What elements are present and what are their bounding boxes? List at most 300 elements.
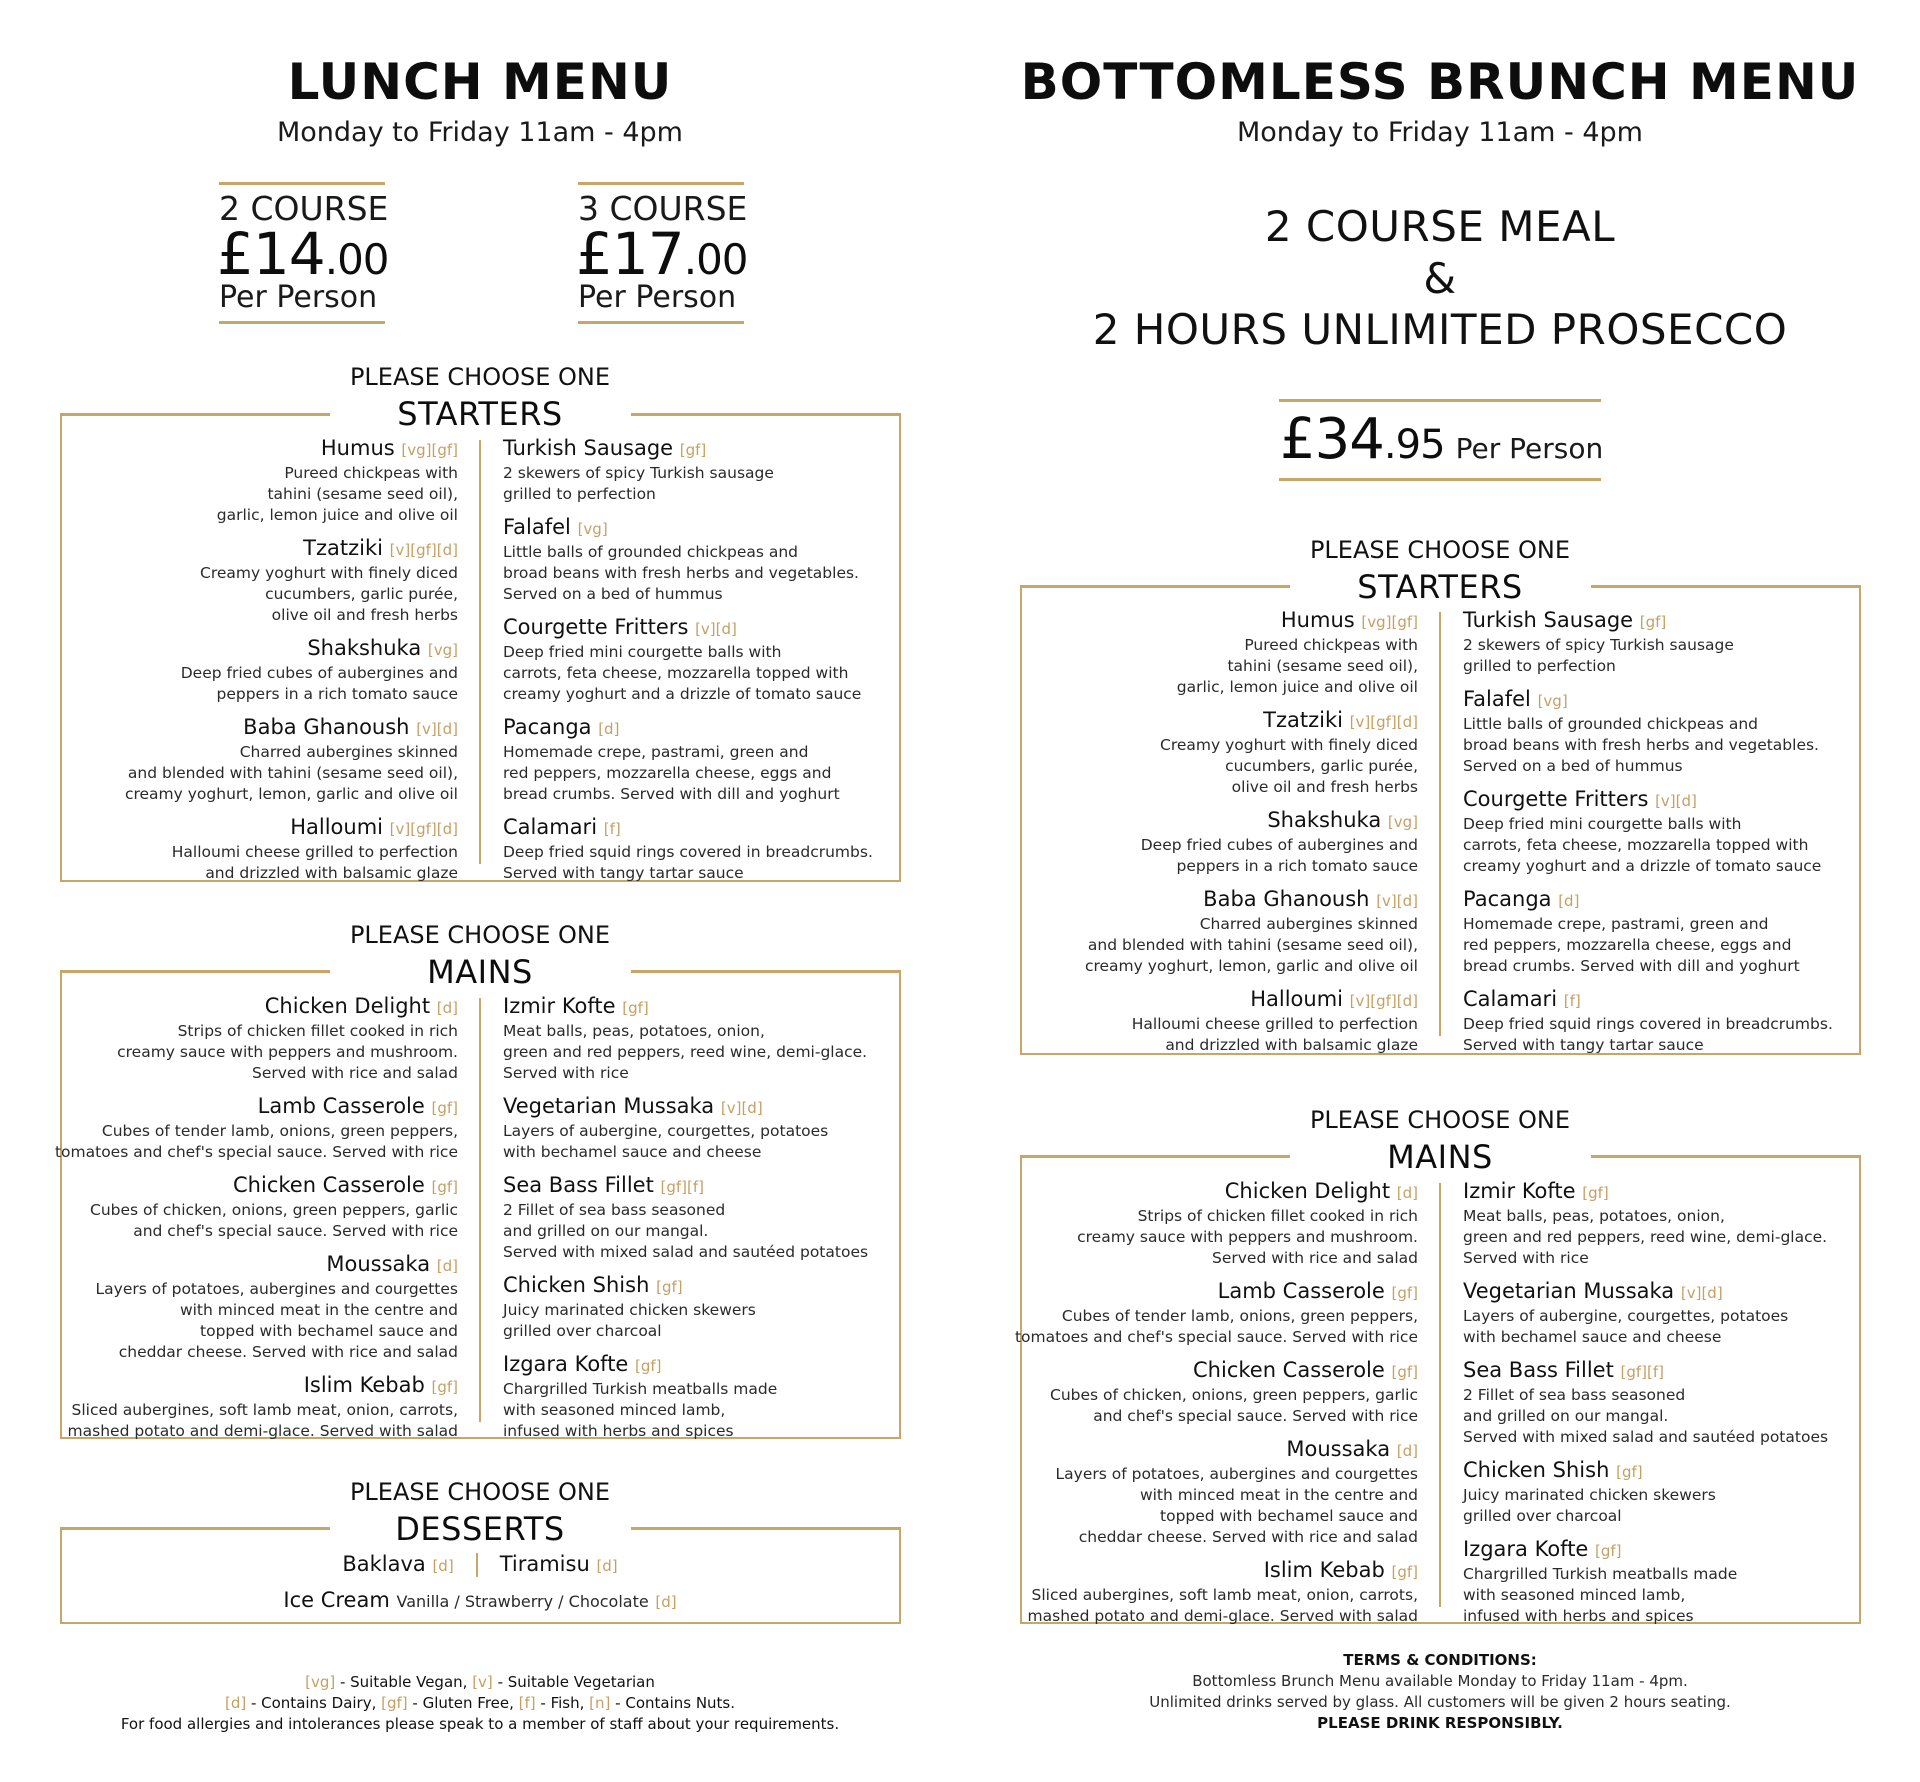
price-whole: 34: [1314, 407, 1384, 472]
menu-item-description: Layers of potatoes, aubergines and courgettes: [1055, 1465, 1418, 1483]
per-person-label: Per Person: [578, 280, 737, 315]
currency-symbol: £: [217, 220, 253, 288]
menu-item-name: Calamari: [1463, 987, 1558, 1011]
dietary-tag: [f]: [1563, 992, 1581, 1010]
menu-item-name: Baba Ghanoush: [243, 715, 410, 739]
menu-item-name: Turkish Sausage: [503, 436, 674, 460]
dietary-tag: [gf]: [1391, 1563, 1418, 1581]
menu-item-name-row: [503, 615, 873, 642]
menu-item-name: Izgara Kofte: [503, 1352, 629, 1376]
menu-item-name-row: [55, 994, 458, 1021]
menu-item-description: with bechamel sauce and cheese: [503, 1143, 762, 1161]
menu-item-description: grilled to perfection: [1463, 657, 1616, 675]
menu-item-name-row: [1463, 887, 1833, 914]
dietary-tag: [gf]: [656, 1278, 683, 1296]
offer-line-1: 2 COURSE MEAL: [1264, 202, 1616, 251]
menu-item: [503, 815, 873, 884]
menu-item-description: Served on a bed of hummus: [1463, 757, 1683, 775]
menu-item-name: Moussaka: [1286, 1437, 1391, 1461]
menu-item-name-row: [55, 1373, 458, 1400]
menu-item-name: Pacanga: [503, 715, 592, 739]
menu-item-description: cheddar cheese. Served with rice and salad: [118, 1343, 458, 1361]
price-decimal: .00: [683, 235, 748, 284]
menu-item-description: creamy sauce with peppers and mushroom.: [1077, 1228, 1418, 1246]
menu-item-description: olive oil and fresh herbs: [271, 606, 458, 624]
starters-left-column: [1085, 608, 1418, 1066]
menu-item-name: Falafel: [1463, 687, 1531, 711]
terms-line-3: PLEASE DRINK RESPONSIBLY.: [1317, 1714, 1563, 1732]
menu-item-description: Deep fried squid rings covered in breadcrumbs.: [503, 843, 873, 861]
menu-item-name-row: [1015, 1358, 1418, 1385]
dietary-tag: [d]: [436, 999, 458, 1017]
brunch-title: BOTTOMLESS BRUNCH MENU: [1020, 53, 1860, 111]
dietary-tag: [vg]: [1387, 813, 1418, 831]
dietary-tag: [v][d]: [720, 1099, 763, 1117]
menu-item-name: Chicken Shish: [1463, 1458, 1610, 1482]
menu-item-description: topped with bechamel sauce and: [200, 1322, 458, 1340]
menu-item-description: infused with herbs and spices: [1463, 1607, 1694, 1625]
menu-item-description: Served with mixed salad and sautéed potatoes: [1463, 1428, 1829, 1446]
menu-item-description: Creamy yoghurt with finely diced: [1160, 736, 1418, 754]
menu-item: [1085, 608, 1418, 698]
menu-item-description: 2 Fillet of sea bass seasoned: [503, 1201, 726, 1219]
menu-item-description: and grilled on our mangal.: [1463, 1407, 1669, 1425]
menu-item-name-row: [125, 715, 458, 742]
menu-item-description: Deep fried cubes of aubergines and: [180, 664, 458, 682]
dietary-tag: [gf]: [1595, 1542, 1622, 1560]
menu-item: [1463, 987, 1833, 1056]
menu-item-description: Strips of chicken fillet cooked in rich: [1137, 1207, 1418, 1225]
menu-item-name: Shakshuka: [307, 636, 422, 660]
menu-item-name-row: [1015, 1558, 1418, 1585]
menu-item-name-row: [1463, 787, 1833, 814]
menu-item: [503, 1273, 868, 1342]
column-divider: [1439, 1183, 1441, 1607]
dietary-tag: [v][d]: [1680, 1284, 1723, 1302]
menu-item-name-row: [1085, 708, 1418, 735]
dietary-tag: [v][gf][d]: [1349, 713, 1418, 731]
menu-item-name: Vegetarian Mussaka: [1463, 1279, 1675, 1303]
menu-item: [503, 1094, 868, 1163]
dietary-tag: [gf]: [431, 1099, 458, 1117]
menu-item-name-row: [1463, 608, 1833, 635]
menu-item-name: Calamari: [503, 815, 598, 839]
section-heading-starters: STARTERS: [397, 395, 563, 433]
menu-item-description: Served with rice: [1463, 1249, 1589, 1267]
menu-item-name: Halloumi: [1250, 987, 1343, 1011]
menu-item-description: creamy yoghurt, lemon, garlic and olive oil: [1084, 957, 1418, 975]
menu-item-name: Chicken Casserole: [233, 1173, 425, 1197]
menu-item-description: and drizzled with balsamic glaze: [1165, 1036, 1418, 1054]
menu-item-description: grilled to perfection: [503, 485, 656, 503]
menu-item: [503, 1173, 868, 1263]
menu-item: [503, 1352, 868, 1442]
menu-item: [1085, 808, 1418, 877]
menu-item-description: Layers of potatoes, aubergines and courgettes: [95, 1280, 458, 1298]
menu-item-description: Meat balls, peas, potatoes, onion,: [503, 1022, 765, 1040]
menu-item-description: and chef's special sauce. Served with rice: [133, 1222, 458, 1240]
menu-item: [1015, 1437, 1418, 1548]
per-person-label: Per Person: [1455, 432, 1604, 465]
menu-item-description: broad beans with fresh herbs and vegetables.: [1463, 736, 1819, 754]
dessert-baklava: Baklava [d]: [342, 1552, 454, 1576]
menu-item-description: creamy yoghurt and a drizzle of tomato sauce: [1463, 857, 1822, 875]
offer-line-2: 2 HOURS UNLIMITED PROSECCO: [1092, 305, 1788, 354]
menu-item-description: Homemade crepe, pastrami, green and: [1463, 915, 1769, 933]
menu-item-description: Little balls of grounded chickpeas and: [503, 543, 799, 561]
menu-item-name-row: [125, 536, 458, 563]
menu-item-description: Served with rice: [503, 1064, 629, 1082]
menu-item-name-row: [1463, 687, 1833, 714]
dietary-tag: [gf][f]: [660, 1178, 705, 1196]
menu-item-description: peppers in a rich tomato sauce: [1176, 857, 1418, 875]
menu-item: [1015, 1358, 1418, 1427]
menu-item-name-row: [503, 1273, 868, 1300]
dietary-tag: [vg]: [1537, 692, 1568, 710]
menu-item-name: Sea Bass Fillet: [503, 1173, 654, 1197]
dietary-tag: [v][d]: [416, 720, 458, 738]
menu-item-description: cheddar cheese. Served with rice and salad: [1078, 1528, 1418, 1546]
menu-item-description: Cubes of chicken, onions, green peppers, garlic: [1050, 1386, 1418, 1404]
menu-item-description: Meat balls, peas, potatoes, onion,: [1463, 1207, 1725, 1225]
menu-item-description: peppers in a rich tomato sauce: [216, 685, 458, 703]
menu-item-description: broad beans with fresh herbs and vegetables.: [503, 564, 859, 582]
menu-item: [1463, 1458, 1828, 1527]
menu-item-description: Charred aubergines skinned: [1199, 915, 1418, 933]
menu-item: [503, 615, 873, 705]
price-whole: 14: [252, 220, 325, 288]
dietary-tag: [d]: [596, 1557, 618, 1575]
column-divider: [479, 440, 481, 864]
menu-item: [503, 436, 873, 505]
menu-item-name-row: [503, 815, 873, 842]
menu-item-description: with seasoned minced lamb,: [503, 1401, 726, 1419]
menu-item-description: grilled over charcoal: [1463, 1507, 1622, 1525]
menu-item-description: with minced meat in the centre and: [179, 1301, 458, 1319]
column-divider: [479, 998, 481, 1422]
menu-item-name: Shakshuka: [1267, 808, 1382, 832]
menu-item-name-row: [1463, 1358, 1828, 1385]
menu-item-description: Halloumi cheese grilled to perfection: [1131, 1015, 1418, 1033]
menu-item-description: grilled over charcoal: [503, 1322, 662, 1340]
menu-item-name-row: [503, 994, 868, 1021]
dietary-tag: [v][gf][d]: [389, 541, 458, 559]
menu-item-description: creamy sauce with peppers and mushroom.: [117, 1043, 458, 1061]
price-decimal: .95: [1383, 422, 1445, 468]
dietary-tag: [d]: [436, 1257, 458, 1275]
menu-item: [1463, 687, 1833, 777]
dessert-ice-cream: Ice Cream Vanilla / Strawberry / Chocolate [d]: [283, 1588, 677, 1612]
menu-item: [503, 515, 873, 605]
dessert-tiramisu: Tiramisu [d]: [499, 1552, 618, 1576]
menu-item-description: green and red peppers, reed wine, demi-glace.: [1463, 1228, 1828, 1246]
menu-item-name-row: [1463, 1279, 1828, 1306]
menu-item: [1085, 987, 1418, 1056]
menu-item-description: with bechamel sauce and cheese: [1463, 1328, 1722, 1346]
price-rule-bottom: [219, 321, 385, 324]
menu-item-description: Deep fried cubes of aubergines and: [1140, 836, 1418, 854]
dietary-tag: [f]: [603, 820, 621, 838]
dietary-tag: [gf]: [1582, 1184, 1609, 1202]
menu-item-description: Homemade crepe, pastrami, green and: [503, 743, 809, 761]
menu-item-description: Served with tangy tartar sauce: [503, 864, 744, 882]
menu-item: [1085, 887, 1418, 977]
menu-item-description: with minced meat in the centre and: [1139, 1486, 1418, 1504]
please-choose-one: PLEASE CHOOSE ONE: [1309, 1106, 1571, 1134]
menu-item-description: creamy yoghurt, lemon, garlic and olive oil: [124, 785, 458, 803]
menu-item-description: and blended with tahini (sesame seed oil),: [1087, 936, 1418, 954]
dietary-tag: [gf]: [1616, 1463, 1643, 1481]
menu-item: [125, 815, 458, 884]
section-heading-mains: MAINS: [427, 953, 533, 991]
dietary-tag: [v][gf][d]: [389, 820, 458, 838]
menu-item-description: and grilled on our mangal.: [503, 1222, 709, 1240]
menu-item-name: Izmir Kofte: [1463, 1179, 1576, 1203]
please-choose-one: PLEASE CHOOSE ONE: [349, 1478, 611, 1506]
menu-item-name: Tzatziki: [1263, 708, 1343, 732]
menu-item-description: Sliced aubergines, soft lamb meat, onion, carrots,: [1031, 1586, 1418, 1604]
menu-item-name-row: [503, 1094, 868, 1121]
menu-item-name: Baba Ghanoush: [1203, 887, 1370, 911]
menu-item-description: mashed potato and demi-glace. Served with salad: [67, 1422, 458, 1440]
menu-item-name: Chicken Casserole: [1193, 1358, 1385, 1382]
menu-item-description: topped with bechamel sauce and: [1160, 1507, 1418, 1525]
menu-item-description: Layers of aubergine, courgettes, potatoes: [503, 1122, 829, 1140]
starters-left-column: [125, 436, 458, 894]
menu-item-name: Vegetarian Mussaka: [503, 1094, 715, 1118]
dietary-tag: [gf]: [431, 1178, 458, 1196]
dietary-tag: [gf]: [635, 1357, 662, 1375]
dietary-tag: [gf]: [1639, 613, 1667, 631]
menu-item-description: 2 skewers of spicy Turkish sausage: [1463, 636, 1734, 654]
menu-item-description: tomatoes and chef's special sauce. Served with rice: [1014, 1328, 1418, 1346]
menu-item-name: Lamb Casserole: [257, 1094, 425, 1118]
menu-item-name-row: [1015, 1279, 1418, 1306]
menu-item-description: Served with rice and salad: [251, 1064, 458, 1082]
legend-line-2: [d] - Contains Dairy, [gf] - Gluten Free, [f] - Fish, [n] - Contains Nuts.: [224, 1694, 736, 1712]
menu-item-description: Creamy yoghurt with finely diced: [200, 564, 458, 582]
menu-item-description: Chargrilled Turkish meatballs made: [503, 1380, 778, 1398]
menu-item-description: Juicy marinated chicken skewers: [1463, 1486, 1716, 1504]
menu-item-name-row: [55, 1094, 458, 1121]
dietary-tag: [d]: [1558, 892, 1580, 910]
dietary-tag: [gf]: [1391, 1363, 1418, 1381]
menu-item-description: Cubes of chicken, onions, green peppers, garlic: [90, 1201, 458, 1219]
menu-item-description: Layers of aubergine, courgettes, potatoes: [1463, 1307, 1789, 1325]
menu-item-name-row: [1463, 1537, 1828, 1564]
please-choose-one: PLEASE CHOOSE ONE: [349, 921, 611, 949]
menu-item-description: Deep fried squid rings covered in breadcrumbs.: [1463, 1015, 1833, 1033]
starters-right-column: [503, 436, 873, 894]
lunch-subtitle: Monday to Friday 11am - 4pm: [276, 117, 683, 148]
mains-right-column: [1463, 1179, 1828, 1637]
terms-heading: TERMS & CONDITIONS:: [1343, 1651, 1537, 1669]
lunch-title: LUNCH MENU: [287, 53, 673, 111]
dietary-tag: [vg]: [427, 641, 458, 659]
menu-item-name-row: [125, 636, 458, 663]
starters-right-column: [1463, 608, 1833, 1066]
menu-item: [55, 994, 458, 1084]
course-label: 3 COURSE: [578, 189, 748, 228]
dietary-tag: [d]: [598, 720, 620, 738]
dietary-tag: [d]: [655, 1593, 677, 1611]
menu-item-name: Sea Bass Fillet: [1463, 1358, 1614, 1382]
menu-item-name: Falafel: [503, 515, 571, 539]
dietary-tag: [d]: [1396, 1442, 1418, 1460]
menu-item-name-row: [1463, 987, 1833, 1014]
menu-item-description: garlic, lemon juice and olive oil: [1176, 678, 1418, 696]
menu-item-description: Little balls of grounded chickpeas and: [1463, 715, 1759, 733]
menu-item-description: Pureed chickpeas with: [284, 464, 458, 482]
dietary-tag: [v][d]: [1376, 892, 1418, 910]
dietary-tag: [gf][f]: [1620, 1363, 1665, 1381]
menu-item-description: Sliced aubergines, soft lamb meat, onion, carrots,: [71, 1401, 458, 1419]
menu-item: [1015, 1179, 1418, 1269]
menu-item-description: Deep fried mini courgette balls with: [503, 643, 782, 661]
menu-item-description: Served on a bed of hummus: [503, 585, 723, 603]
menu-item-description: Served with mixed salad and sautéed potatoes: [503, 1243, 869, 1261]
menu-item-description: red peppers, mozzarella cheese, eggs and: [1463, 936, 1792, 954]
menu-item-description: red peppers, mozzarella cheese, eggs and: [503, 764, 832, 782]
menu-item-name: Courgette Fritters: [503, 615, 689, 639]
dietary-tag: [v][gf][d]: [1349, 992, 1418, 1010]
per-person-label: Per Person: [219, 280, 378, 315]
please-choose-one: PLEASE CHOOSE ONE: [349, 363, 611, 391]
mains-left-column: [1015, 1179, 1418, 1637]
menu-item-description: carrots, feta cheese, mozzarella topped with: [503, 664, 849, 682]
menu-item-description: tahini (sesame seed oil),: [1227, 657, 1418, 675]
terms-line-1: Bottomless Brunch Menu available Monday to Friday 11am - 4pm.: [1192, 1672, 1688, 1690]
menu-item: [503, 994, 868, 1084]
price-rule-top: [1279, 399, 1601, 402]
terms-line-2: Unlimited drinks served by glass. All customers will be given 2 hours seating.: [1149, 1693, 1731, 1711]
menu-item-description: cucumbers, garlic purée,: [1225, 757, 1418, 775]
menu-item-description: green and red peppers, reed wine, demi-glace.: [503, 1043, 868, 1061]
menu-item: [1463, 608, 1833, 677]
menu-item: [1015, 1279, 1418, 1348]
menu-item-description: Cubes of tender lamb, onions, green peppers,: [101, 1122, 458, 1140]
ice-cream-flavours: Vanilla / Strawberry / Chocolate: [396, 1592, 649, 1611]
dietary-tag: [d]: [1396, 1184, 1418, 1202]
menu-item-description: carrots, feta cheese, mozzarella topped with: [1463, 836, 1809, 854]
menu-item-name-row: [1463, 1458, 1828, 1485]
menu-item-description: olive oil and fresh herbs: [1231, 778, 1418, 796]
dietary-tag: [gf]: [679, 441, 707, 459]
dietary-tag: [gf]: [1391, 1284, 1418, 1302]
course-label: 2 COURSE: [219, 189, 389, 228]
mains-left-column: [55, 994, 458, 1452]
menu-item-description: tahini (sesame seed oil),: [267, 485, 458, 503]
menu-item-name: Halloumi: [290, 815, 383, 839]
menu-item-description: bread crumbs. Served with dill and yoghurt: [503, 785, 840, 803]
price-decimal: .00: [324, 235, 389, 284]
price-whole: 17: [611, 220, 684, 288]
menu-item: [1463, 1179, 1828, 1269]
menu-item: [125, 636, 458, 705]
menu-item-description: and chef's special sauce. Served with rice: [1093, 1407, 1418, 1425]
menu-item-name-row: [55, 1252, 458, 1279]
dessert-separator: [476, 1553, 478, 1577]
menu-item-name: Chicken Shish: [503, 1273, 650, 1297]
menu-item-name-row: [1085, 808, 1418, 835]
menu-item-description: cucumbers, garlic purée,: [265, 585, 458, 603]
menu-item-description: Halloumi cheese grilled to perfection: [171, 843, 458, 861]
menu-item-name-row: [125, 436, 458, 463]
menu-item-description: with seasoned minced lamb,: [1463, 1586, 1686, 1604]
menu-item-description: tomatoes and chef's special sauce. Served with rice: [54, 1143, 458, 1161]
menu-item-name-row: [125, 815, 458, 842]
menu-item-name: Tzatziki: [303, 536, 383, 560]
menu-item: [125, 536, 458, 626]
currency-symbol: £: [576, 220, 612, 288]
section-heading-mains: MAINS: [1387, 1138, 1493, 1176]
dietary-tag: [d]: [432, 1557, 454, 1575]
menu-item: [55, 1094, 458, 1163]
menu-item-name: Moussaka: [326, 1252, 431, 1276]
dietary-tag: [vg][gf]: [401, 441, 458, 459]
section-heading-starters: STARTERS: [1357, 568, 1523, 606]
price-rule-top: [219, 182, 385, 185]
menu-item-name-row: [1015, 1437, 1418, 1464]
price-rule-bottom: [578, 321, 744, 324]
menu-item-description: Cubes of tender lamb, onions, green peppers,: [1061, 1307, 1418, 1325]
menu-item-name-row: [1463, 1179, 1828, 1206]
menu-item-description: and drizzled with balsamic glaze: [205, 864, 458, 882]
desserts-row-1: [0, 1550, 960, 1580]
menu-item: [1463, 1279, 1828, 1348]
dietary-tag: [v][d]: [1655, 792, 1697, 810]
menu-item: [1463, 1358, 1828, 1448]
menu-item-name-row: [503, 1352, 868, 1379]
menu-item-name: Turkish Sausage: [1463, 608, 1634, 632]
menu-item-name-row: [503, 515, 873, 542]
menu-item: [1463, 1537, 1828, 1627]
menu-item-name: Courgette Fritters: [1463, 787, 1649, 811]
menu-item-description: Charred aubergines skinned: [239, 743, 458, 761]
dietary-tag: [gf]: [431, 1378, 458, 1396]
menu-item-description: Deep fried mini courgette balls with: [1463, 815, 1742, 833]
menu-item-description: mashed potato and demi-glace. Served with salad: [1027, 1607, 1418, 1625]
menu-item: [55, 1173, 458, 1242]
menu-item-description: Served with tangy tartar sauce: [1463, 1036, 1704, 1054]
legend-line-1: [vg] - Suitable Vegan, [v] - Suitable Vegetarian: [305, 1673, 655, 1691]
menu-item: [125, 436, 458, 526]
menu-item-description: garlic, lemon juice and olive oil: [216, 506, 458, 524]
offer-ampersand: &: [1423, 254, 1457, 303]
menu-item: [1463, 887, 1833, 977]
mains-right-column: [503, 994, 868, 1452]
menu-item-name-row: [503, 1173, 868, 1200]
menu-item-description: 2 Fillet of sea bass seasoned: [1463, 1386, 1686, 1404]
section-heading-desserts: DESSERTS: [395, 1510, 565, 1548]
menu-item-name: Izgara Kofte: [1463, 1537, 1589, 1561]
menu-item: [1463, 787, 1833, 877]
menu-item-description: Juicy marinated chicken skewers: [503, 1301, 756, 1319]
menu-item-name-row: [1085, 987, 1418, 1014]
menu-item-description: infused with herbs and spices: [503, 1422, 734, 1440]
menu-item-name-row: [1015, 1179, 1418, 1206]
menu-item: [125, 715, 458, 805]
price-rule-bottom: [1279, 478, 1601, 481]
menu-item-name-row: [55, 1173, 458, 1200]
dietary-tag: [vg][gf]: [1361, 613, 1418, 631]
menu-item: [55, 1252, 458, 1363]
menu-item-name: Humus: [1280, 608, 1355, 632]
menu-item-description: 2 skewers of spicy Turkish sausage: [503, 464, 774, 482]
menu-item-name: Pacanga: [1463, 887, 1552, 911]
menu-item-description: Served with rice and salad: [1211, 1249, 1418, 1267]
allergy-notice: For food allergies and intolerances please speak to a member of staff about your requirements.: [120, 1715, 840, 1733]
